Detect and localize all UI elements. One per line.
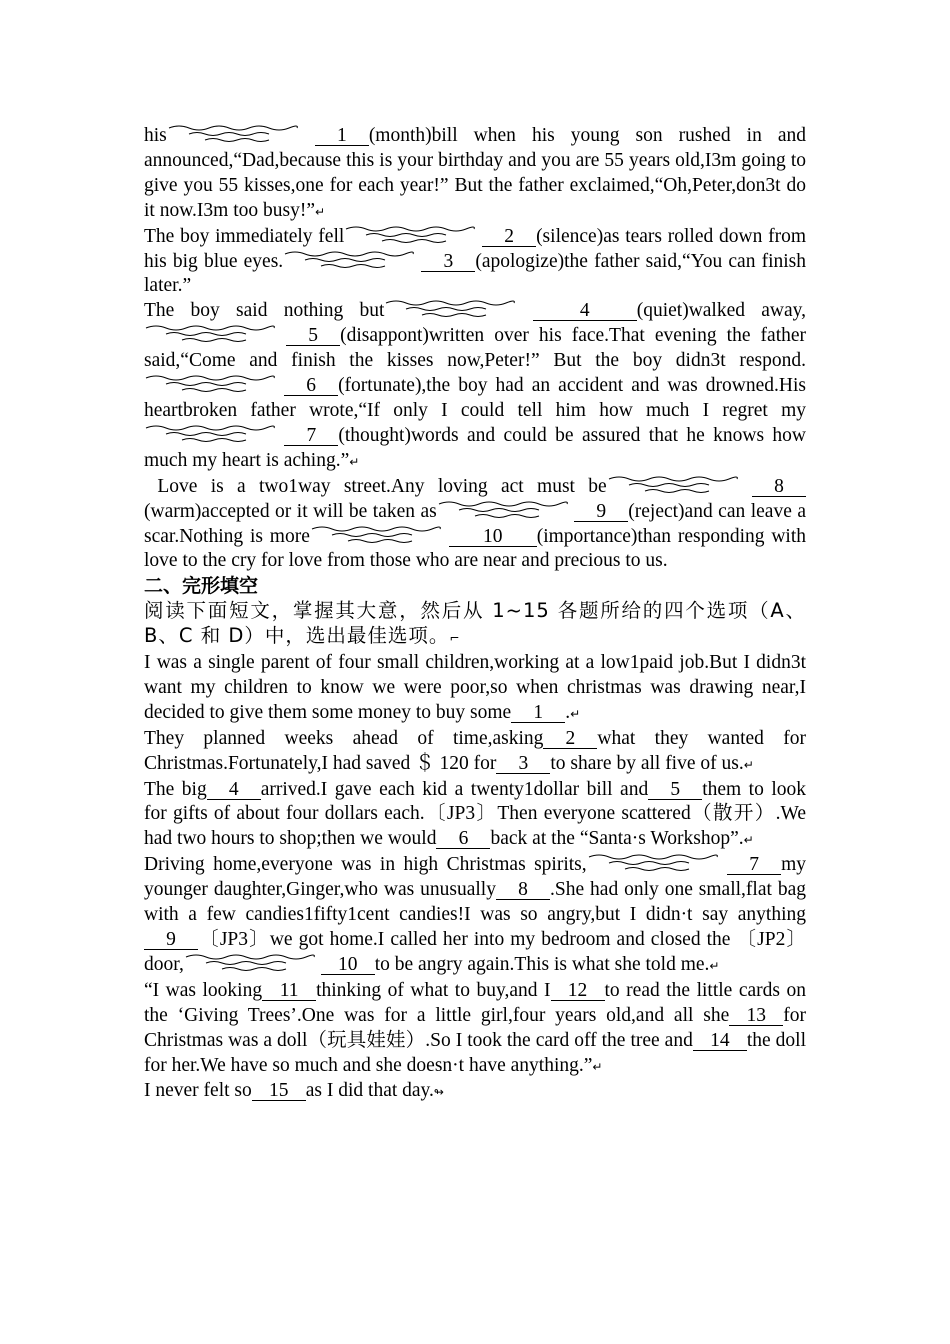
- instruction: [144, 599, 806, 651]
- cloze-blank-4[interactable]: 4: [207, 780, 261, 800]
- s2-paragraph-5: [144, 979, 806, 1080]
- text: to read the little cards on the ‘Giving Trees’.One was for a little girl,four years old,and all she: [144, 979, 807, 1026]
- text: (fortunate),the boy had an accident and was drowned.His heartbroken father wrote,“If only I could tell him how much I regret my: [144, 375, 806, 421]
- text: .: [565, 701, 571, 723]
- blank-2[interactable]: 2: [482, 227, 536, 247]
- wavy-underline-icon: [310, 525, 442, 545]
- text: the doll for her.We have so much and she doesn·t have anything.”: [144, 1029, 806, 1076]
- text: (disappont)written over his face.That evening the father said,“Come and finish the kisses now,Peter!” But the boy didn3t respond.: [144, 325, 807, 372]
- s2-paragraph-2: [144, 727, 806, 778]
- cloze-blank-8[interactable]: 8: [496, 880, 550, 900]
- cloze-blank-9[interactable]: 9: [144, 930, 198, 950]
- text: (month)bill when his young son rushed in and announced,“Dad,because this is your birthday and you are 55 years old,I3m going to give you 55 kisses,one for each year!” But the father exclaimed,“Oh,Peter,don3t do it now.I3m too busy!”: [144, 125, 807, 221]
- text: Driving home,everyone was in high Christmas spirits,: [144, 854, 587, 876]
- text: (thought)words and could be assured that he knows how much my heart is aching.”: [144, 424, 807, 471]
- text: back at the “Santa·s Workshop”.: [490, 828, 744, 850]
- text: what they wanted for Christmas.Fortunately,I had saved ＄ 120 for: [144, 727, 806, 774]
- document-page: [144, 124, 806, 1105]
- paragraph-mark-icon: ↵: [314, 204, 326, 219]
- cloze-blank-15[interactable]: 15: [252, 1081, 306, 1101]
- wavy-underline-icon: [384, 299, 516, 319]
- s1-paragraph-3: [144, 299, 806, 474]
- paragraph-mark-icon: ⌐: [449, 631, 461, 646]
- cloze-blank-14[interactable]: 14: [693, 1031, 747, 1051]
- blank-10[interactable]: 10: [449, 527, 537, 547]
- text: (warm)accepted or it will be taken as: [144, 500, 437, 522]
- cloze-blank-7[interactable]: 7: [727, 855, 781, 875]
- cloze-blank-10[interactable]: 10: [321, 955, 375, 975]
- text: .She had only one small,flat bag with a few candies1fifty1cent candies!I was so angry,but I didn·t say anything: [144, 879, 806, 926]
- text: (quiet)walked away,: [636, 300, 807, 322]
- s1-paragraph-1: [144, 124, 806, 225]
- paragraph-mark-icon: ↵: [709, 958, 720, 973]
- wavy-underline-icon: [344, 225, 476, 245]
- text: (silence)as tears rolled down from his big blue eyes.: [144, 225, 806, 272]
- text: “I was looking: [144, 979, 263, 1001]
- s1-paragraph-4: [144, 475, 806, 575]
- blank-8[interactable]: 8: [752, 477, 806, 497]
- cloze-blank-1[interactable]: 1: [511, 703, 565, 723]
- text: The boy immediately fell: [144, 225, 345, 247]
- section-heading: 二、完形填空: [144, 575, 259, 598]
- text: (apologize)the father said,“You can finish later.”: [144, 250, 806, 297]
- s2-paragraph-6: [144, 1079, 806, 1105]
- paragraph-mark-icon: ↵: [743, 757, 754, 772]
- text: arrived.I gave each kid a twenty1dollar bill and: [260, 778, 649, 800]
- blank-6[interactable]: 6: [284, 376, 338, 396]
- end-mark-icon: ↬: [433, 1085, 444, 1100]
- cloze-blank-5[interactable]: 5: [648, 780, 702, 800]
- text: my younger daughter,Ginger,who was unusually: [144, 854, 806, 901]
- text: to be angry again.This is what she told me.: [374, 953, 710, 975]
- cloze-blank-3[interactable]: 3: [496, 754, 550, 774]
- text: I was a single parent of four small children,working at a low1paid job.But I didn3t want my children to know we were poor,so when christmas was drawing near,I decided to give them some money to buy some: [144, 652, 806, 723]
- blank-7[interactable]: 7: [284, 426, 338, 446]
- text: (reject)and can leave a scar.Nothing is more: [144, 500, 806, 547]
- text: thinking of what to buy,and I: [316, 979, 551, 1001]
- text: his: [144, 125, 167, 146]
- cloze-blank-12[interactable]: 12: [551, 981, 605, 1001]
- text: for Christmas was a doll（玩具娃娃）.So I took the card off the tree and: [144, 1004, 806, 1051]
- blank-3[interactable]: 3: [421, 252, 475, 272]
- blank-1[interactable]: 1: [315, 126, 369, 146]
- wavy-underline-icon: [607, 475, 739, 495]
- wavy-underline-icon: [283, 250, 415, 270]
- paragraph-mark-icon: ↵: [349, 454, 360, 469]
- s1-paragraph-2: [144, 225, 806, 300]
- wavy-underline-icon: [144, 424, 276, 444]
- wavy-underline-icon: [184, 953, 316, 973]
- blank-4[interactable]: 4: [533, 301, 637, 321]
- wavy-underline-icon: [144, 374, 276, 394]
- text: as I did that day.: [305, 1080, 434, 1102]
- blank-9[interactable]: 9: [574, 502, 628, 522]
- cloze-blank-2[interactable]: 2: [543, 729, 597, 749]
- wavy-underline-icon: [437, 500, 569, 520]
- cloze-blank-13[interactable]: 13: [729, 1006, 783, 1026]
- paragraph-mark-icon: ↵: [570, 706, 581, 721]
- text: I never felt so: [144, 1080, 252, 1102]
- wavy-underline-icon: [167, 124, 299, 144]
- text: Love is a two1way street.Any loving act must be: [157, 475, 607, 497]
- blank-5[interactable]: 5: [286, 326, 340, 346]
- text: The boy said nothing but: [144, 300, 385, 322]
- wavy-underline-icon: [587, 853, 719, 873]
- cloze-blank-11[interactable]: 11: [262, 981, 316, 1001]
- text: The big: [144, 778, 207, 800]
- paragraph-mark-icon: ↵: [592, 1059, 603, 1074]
- wavy-underline-icon: [144, 324, 276, 344]
- paragraph-mark-icon: ↵: [743, 833, 754, 848]
- text: (importance)than responding with love to the cry for love from those who are near and precious to us.: [144, 525, 806, 572]
- text: them to look for gifts of about four dollars each.〔JP3〕Then everyone scattered（散开）.We had two hours to shop;then we would: [144, 778, 807, 850]
- s2-paragraph-1: [144, 651, 806, 727]
- instruction-text: 阅读下面短文，掌握其大意，然后从 1~15 各题所给的四个选项（A、B、C 和 D）中，选出最佳选项。: [144, 599, 806, 648]
- cloze-blank-6[interactable]: 6: [436, 829, 490, 849]
- text: They planned weeks ahead of time,asking: [144, 727, 544, 749]
- text: to share by all five of us.: [550, 752, 744, 774]
- s2-paragraph-4: [144, 853, 806, 979]
- text: 〔JP3〕we got home.I called her into my bedroom and closed the 〔JP2〕door,: [144, 929, 806, 975]
- s2-paragraph-3: [144, 778, 806, 854]
